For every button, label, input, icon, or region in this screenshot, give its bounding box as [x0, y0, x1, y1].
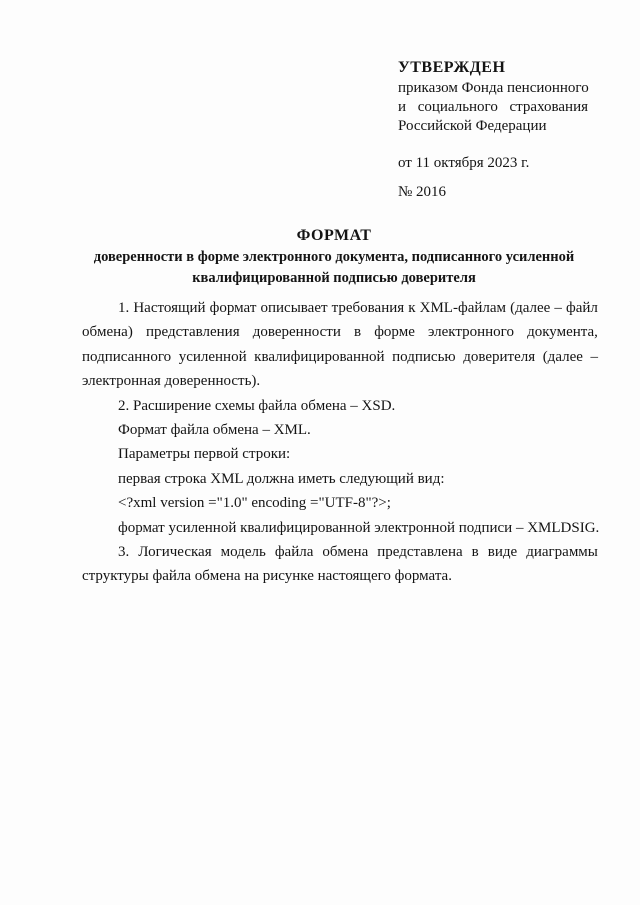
document-subtitle-line: квалифицированной подписью доверителя — [192, 270, 476, 286]
body-word: модель — [220, 544, 266, 561]
body-word: файла — [274, 544, 314, 561]
paragraph-5: первая строка XML должна иметь следующий вид: — [118, 470, 445, 487]
body-word: диаграммы — [526, 544, 598, 561]
paragraph-7: формат усиленной квалифицированной электронной подписи – XMLDSIG. — [118, 519, 600, 536]
paragraph-1-line — [82, 320, 598, 344]
approval-country-line: Российской Федерации — [398, 118, 547, 134]
approval-label: УТВЕРЖДЕН — [398, 59, 506, 76]
body-word: (далее — [510, 300, 551, 316]
body-word: документа, — [527, 324, 598, 341]
body-word: электронного — [427, 324, 514, 341]
body-word: Логическая — [138, 544, 212, 561]
body-word: подписью — [392, 348, 456, 365]
body-word: 3. — [118, 544, 130, 561]
body-word: – — [554, 300, 562, 316]
document-title: ФОРМАТ — [296, 227, 372, 244]
approval-fund-line — [398, 98, 588, 117]
body-word: к — [408, 300, 416, 316]
paragraph-1-line: электронная доверенность). — [82, 373, 261, 390]
body-word: требования — [331, 300, 405, 316]
body-word: подписанного — [82, 348, 172, 365]
body-word: виде — [487, 544, 518, 561]
paragraph-4: Параметры первой строки: — [118, 446, 291, 463]
body-word: – — [590, 348, 598, 365]
body-word: обмена) — [82, 324, 133, 341]
paragraph-2: 2. Расширение схемы файла обмена – XSD. — [118, 397, 396, 414]
body-word: (далее — [542, 348, 583, 365]
body-word: в — [353, 324, 362, 341]
body-word: Настоящий — [133, 300, 206, 316]
body-word: 1. — [118, 300, 130, 316]
body-word: описывает — [260, 300, 328, 316]
paragraph-3: Формат файла обмена – XML. — [118, 422, 311, 439]
approval-number: № 2016 — [398, 184, 447, 200]
approval-word: страхования — [509, 99, 588, 115]
body-word: представления — [145, 324, 240, 341]
approval-block — [398, 58, 588, 202]
paragraph-1-line — [82, 345, 598, 369]
approval-word: и — [398, 99, 407, 115]
body-word: квалифицированной — [254, 348, 385, 365]
paragraph-8-line: структуры файла обмена на рисунке настоящего формата. — [82, 568, 452, 585]
body-word: усиленной — [178, 348, 247, 365]
document-subtitle-line: доверенности в форме электронного документа, подписанного усиленной — [93, 249, 575, 265]
approval-order-line: приказом Фонда пенсионного — [398, 80, 589, 96]
paragraph-8-line — [82, 540, 598, 564]
body-word: представлена — [377, 544, 463, 561]
approval-date: от 11 октября 2023 г. — [398, 155, 530, 171]
body-word: в — [471, 544, 479, 561]
body-word: доверенности — [252, 324, 341, 341]
body-word: XML-файлам — [419, 300, 507, 316]
document-body — [82, 296, 598, 589]
body-word: форме — [374, 324, 415, 341]
paragraph-1-line — [82, 296, 598, 320]
body-word: формат — [209, 300, 257, 316]
paragraph-6: <?xml version ="1.0" encoding ="UTF-8"?>; — [118, 495, 391, 512]
document-title-block — [70, 226, 598, 288]
body-word: обмена — [322, 544, 369, 561]
body-word: файл — [566, 300, 598, 316]
body-word: доверителя — [463, 348, 536, 365]
approval-word: социального — [417, 99, 498, 115]
